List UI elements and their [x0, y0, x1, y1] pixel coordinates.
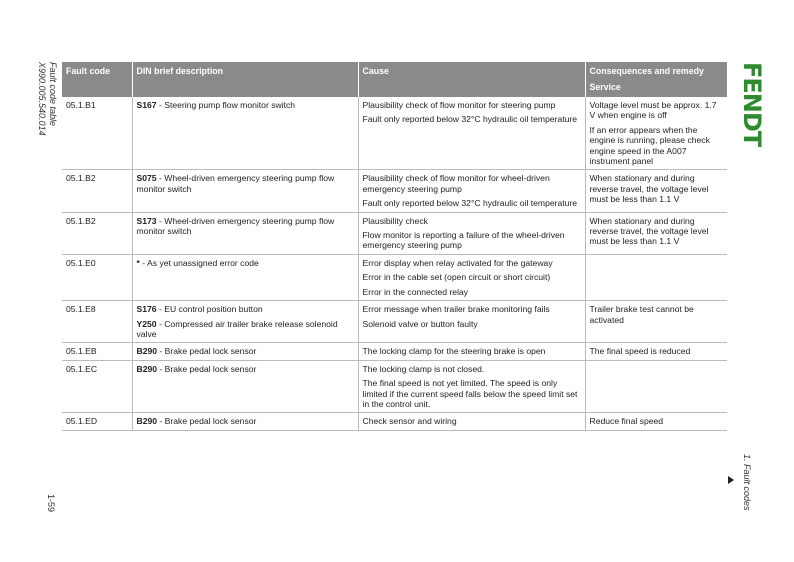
fault-code-cell: 05.1.B2 — [62, 212, 132, 254]
header-din-description: DIN brief description — [132, 62, 358, 97]
component-code: B290 — [136, 346, 158, 357]
component-description — [137, 173, 354, 194]
cause-cell — [358, 212, 585, 254]
cause-cell — [358, 170, 585, 212]
table-header-row — [62, 62, 727, 97]
fault-code-cell: 05.1.B1 — [62, 97, 132, 170]
din-description-cell — [132, 301, 358, 343]
cause-paragraph: The final speed is not yet limited. The speed is only limited if the current speed falls below the speed limit set in the control unit. — [362, 378, 578, 409]
table-row — [62, 254, 727, 300]
remedy-cell — [585, 170, 727, 212]
fault-code-cell: 05.1.ED — [62, 413, 132, 430]
cause-paragraph: Fault only reported below 32°C hydraulic oil temperature — [362, 198, 578, 209]
component-text: - EU control position button — [156, 304, 263, 315]
cause-cell — [358, 343, 585, 360]
remedy-cell — [585, 97, 727, 170]
component-text: - Brake pedal lock sensor — [157, 416, 257, 427]
component-text: - As yet unassigned error code — [139, 257, 259, 268]
cause-paragraph: Solenoid valve or button faulty — [362, 318, 478, 329]
cause-paragraph: The locking clamp for the steering brake is open — [362, 346, 546, 357]
header-service-label: Service — [589, 82, 621, 93]
table-row — [62, 170, 727, 212]
cause-cell — [358, 301, 585, 343]
remedy-cell — [585, 413, 727, 430]
component-text: - Brake pedal lock sensor — [157, 363, 257, 374]
din-description-cell — [132, 254, 358, 300]
component-description — [137, 319, 354, 340]
side-title: Fault code table — [48, 62, 58, 127]
cause-paragraph: Plausibility check of flow monitor for steering pump — [362, 100, 556, 110]
remedy-cell — [585, 301, 727, 343]
component-text: - Steering pump flow monitor switch — [156, 100, 296, 110]
table-row — [62, 301, 727, 343]
remedy-paragraph: Trailer brake test cannot be activated — [589, 304, 694, 325]
header-cause: Cause — [358, 62, 585, 97]
component-code: S173 — [136, 215, 157, 226]
next-page-arrow-icon — [728, 476, 734, 484]
side-header — [36, 62, 58, 136]
chapter-label: 1. Fault codes — [742, 454, 752, 511]
component-description — [137, 216, 354, 237]
remedy-cell — [585, 254, 727, 300]
doc-number: X990.005.540.014 — [37, 62, 47, 136]
cause-paragraph: Error display when relay activated for the gateway — [362, 257, 553, 268]
cause-cell — [358, 97, 585, 170]
table-row — [62, 413, 727, 430]
fault-code-cell: 05.1.B2 — [62, 170, 132, 212]
page-number: 1-59 — [46, 494, 56, 513]
din-description-cell — [132, 170, 358, 212]
cause-paragraph: Fault only reported below 32°C hydraulic oil temperature — [362, 114, 578, 125]
component-description — [137, 304, 354, 314]
remedy-cell — [585, 343, 727, 360]
component-code: S176 — [136, 304, 157, 315]
component-description — [137, 416, 354, 426]
component-description — [137, 100, 354, 110]
din-description-cell — [132, 343, 358, 360]
component-code: B290 — [136, 416, 158, 427]
fault-code-cell: 05.1.EB — [62, 343, 132, 360]
fault-code-cell: 05.1.E0 — [62, 254, 132, 300]
table-row — [62, 97, 727, 170]
component-code: S167 — [136, 100, 157, 110]
din-description-cell — [132, 360, 358, 413]
cause-cell — [358, 413, 585, 430]
cause-paragraph: Error in the connected relay — [362, 286, 469, 297]
cause-paragraph: Error in the cable set (open circuit or short circuit) — [362, 272, 551, 283]
remedy-paragraph: Reduce final speed — [589, 416, 664, 427]
component-code: S075 — [136, 173, 157, 184]
remedy-cell — [585, 212, 727, 254]
cause-cell — [358, 360, 585, 413]
component-text: - Wheel-driven emergency steering pump flow monitor switch — [136, 215, 335, 237]
component-description — [137, 258, 354, 268]
remedy-paragraph: When stationary and during reverse travel, the voltage level must be less than 1.1 V — [589, 215, 709, 247]
table-row — [62, 360, 727, 413]
fault-code-cell: 05.1.E8 — [62, 301, 132, 343]
cause-paragraph: Check sensor and wiring — [362, 416, 457, 427]
header-consequences-label: Consequences and remedy — [589, 66, 704, 76]
component-code: * — [136, 257, 140, 268]
fault-code-cell: 05.1.EC — [62, 360, 132, 413]
cause-cell — [358, 254, 585, 300]
din-description-cell — [132, 212, 358, 254]
table-row — [62, 343, 727, 360]
remedy-paragraph: If an error appears when the engine is running, please check engine speed in the A007 instrument panel — [589, 124, 710, 167]
component-text: - Wheel-driven emergency steering pump flow monitor switch — [136, 173, 335, 194]
remedy-paragraph: Voltage level must be approx. 1.7 V when engine is off — [589, 100, 717, 121]
header-consequences — [585, 62, 727, 97]
remedy-cell — [585, 360, 727, 413]
component-text: - Brake pedal lock sensor — [157, 346, 257, 357]
remedy-paragraph: The final speed is reduced — [589, 346, 691, 357]
din-description-cell — [132, 413, 358, 430]
component-code: B290 — [136, 363, 158, 374]
component-code: Y250 — [136, 318, 157, 329]
component-description — [137, 346, 354, 356]
header-fault-code: Fault code — [62, 62, 132, 97]
cause-paragraph: Plausibility check of flow monitor for wheel-driven emergency steering pump — [362, 173, 550, 194]
component-description — [137, 364, 354, 374]
cause-paragraph: Error message when trailer brake monitoring fails — [362, 304, 550, 315]
component-text: - Compressed air trailer brake release solenoid valve — [136, 318, 338, 339]
table-row — [62, 212, 727, 254]
remedy-paragraph: When stationary and during reverse travel, the voltage level must be less than 1.1 V — [589, 173, 709, 205]
cause-paragraph: The locking clamp is not closed. — [362, 363, 485, 374]
fendt-logo: FENDT — [738, 62, 766, 147]
cause-paragraph: Plausibility check — [362, 215, 428, 226]
fault-code-table — [62, 62, 727, 431]
cause-paragraph: Flow monitor is reporting a failure of the wheel-driven emergency steering pump — [362, 230, 565, 251]
din-description-cell — [132, 97, 358, 170]
